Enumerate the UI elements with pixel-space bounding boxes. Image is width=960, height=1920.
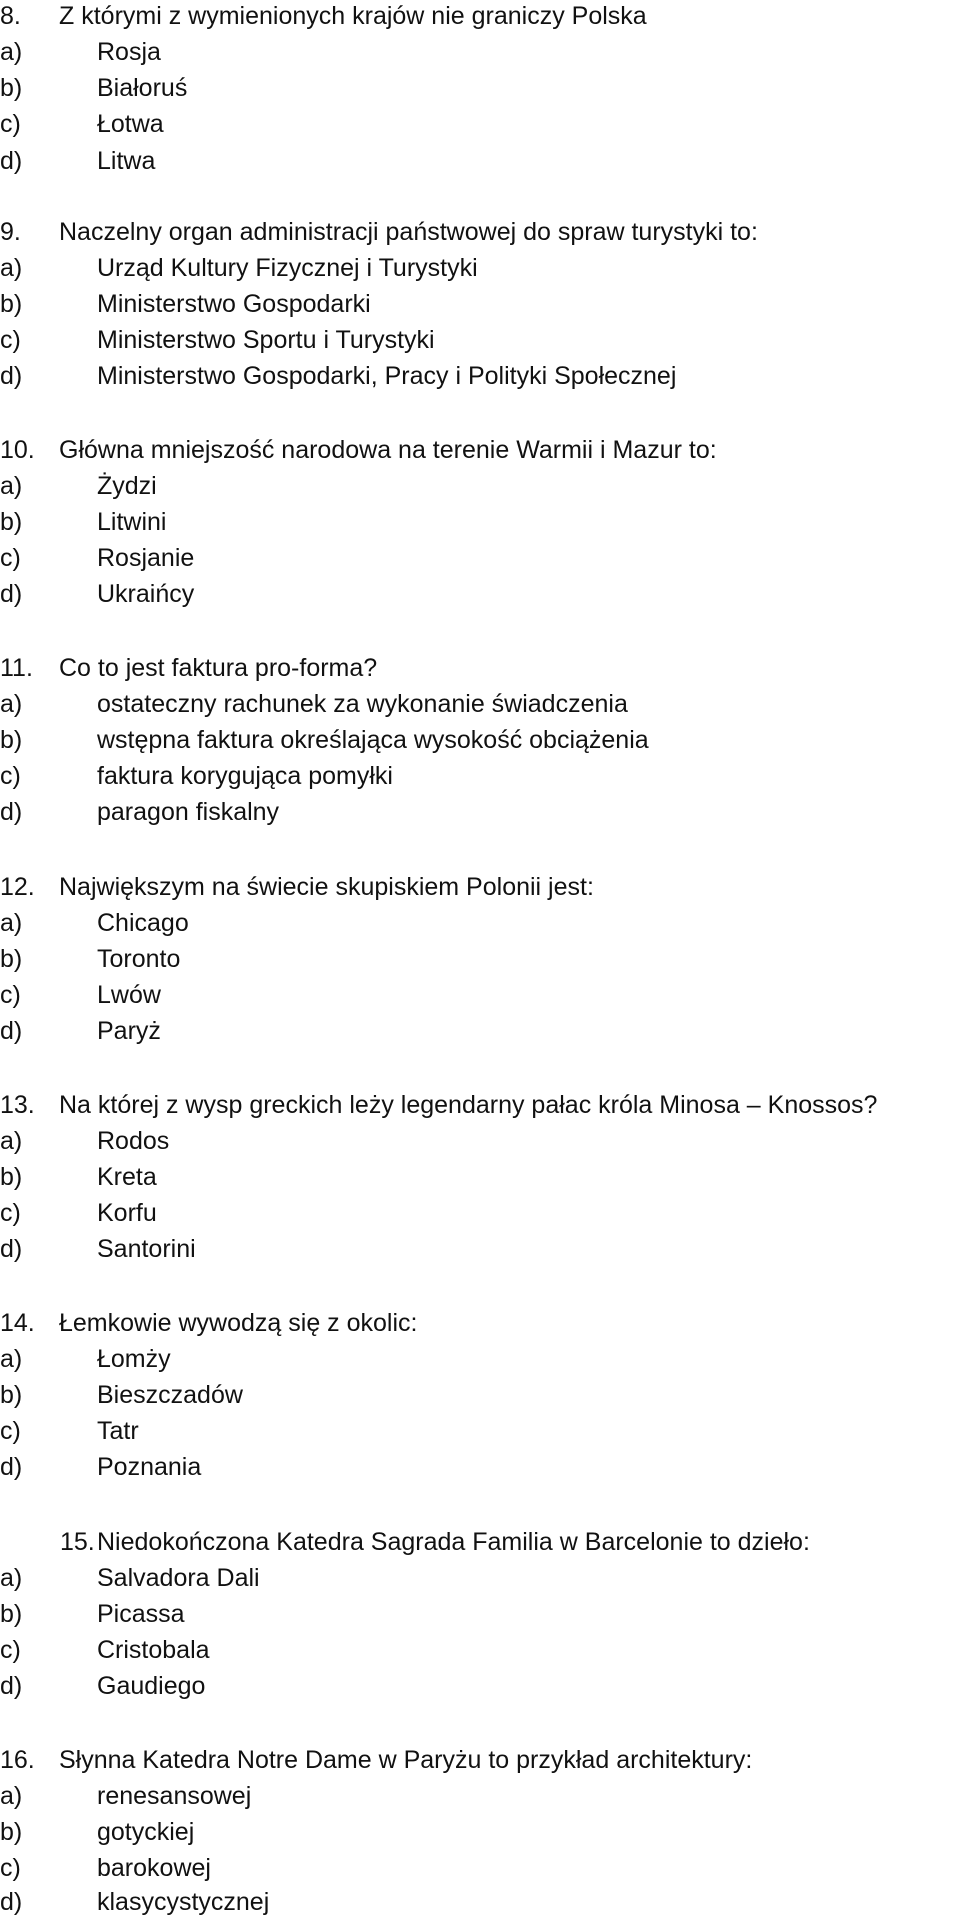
option-label: c): [0, 1199, 21, 1227]
option-text: Ministerstwo Sportu i Turystyki: [97, 326, 435, 354]
option-text: Rosjanie: [97, 544, 195, 572]
option-label: c): [0, 1636, 21, 1664]
option-text: Bieszczadów: [97, 1381, 243, 1409]
question-text: Naczelny organ administracji państwowej do spraw turystyki to:: [59, 218, 758, 246]
option-label: b): [0, 1600, 23, 1628]
option-text: Toronto: [97, 945, 181, 973]
option-label: c): [0, 544, 21, 572]
option-text: Picassa: [97, 1600, 185, 1628]
option-label: d): [0, 580, 23, 608]
option-label: a): [0, 1127, 23, 1155]
question-text: Niedokończona Katedra Sagrada Familia w Barcelonie to dzieło:: [97, 1528, 810, 1556]
option-text: Białoruś: [97, 74, 188, 102]
option-label: a): [0, 472, 23, 500]
option-text: Rosja: [97, 38, 161, 66]
question-number: 16.: [0, 1746, 35, 1774]
option-text: Santorini: [97, 1235, 196, 1263]
option-label: b): [0, 1381, 23, 1409]
option-text: Łotwa: [97, 110, 164, 138]
question-text: Łemkowie wywodzą się z okolic:: [59, 1309, 418, 1337]
question-number: 11.: [0, 654, 33, 682]
option-label: a): [0, 690, 23, 718]
option-text: gotyckiej: [97, 1818, 195, 1846]
option-text: Ukraińcy: [97, 580, 195, 608]
option-text: paragon fiskalny: [97, 798, 280, 826]
option-label: a): [0, 254, 23, 282]
option-label: d): [0, 362, 23, 390]
option-label: a): [0, 1782, 23, 1810]
option-label: d): [0, 1672, 23, 1700]
question-number: 12.: [0, 873, 35, 901]
option-text: Ministerstwo Gospodarki: [97, 290, 371, 318]
question-number: 15.: [60, 1528, 95, 1556]
question-number: 8.: [0, 2, 21, 30]
option-text: renesansowej: [97, 1782, 252, 1810]
option-label: c): [0, 1854, 21, 1882]
option-text: barokowej: [97, 1854, 211, 1882]
question-number: 10.: [0, 436, 35, 464]
option-text: klasycystycznej: [97, 1888, 270, 1916]
option-text: ostateczny rachunek za wykonanie świadczenia: [97, 690, 628, 718]
option-text: Paryż: [97, 1017, 161, 1045]
question-number: 9.: [0, 218, 21, 246]
option-text: Korfu: [97, 1199, 157, 1227]
option-label: a): [0, 38, 23, 66]
option-label: c): [0, 1417, 21, 1445]
option-label: d): [0, 1453, 23, 1481]
option-label: b): [0, 74, 23, 102]
question-text: Słynna Katedra Notre Dame w Paryżu to przykład architektury:: [59, 1746, 753, 1774]
option-label: a): [0, 909, 23, 937]
question-text: Z którymi z wymienionych krajów nie graniczy Polska: [59, 2, 647, 30]
question-text: Największym na świecie skupiskiem Polonii jest:: [59, 873, 594, 901]
option-label: c): [0, 326, 21, 354]
option-text: Gaudiego: [97, 1672, 206, 1700]
option-text: faktura korygująca pomyłki: [97, 762, 393, 790]
option-label: b): [0, 508, 23, 536]
option-label: d): [0, 798, 23, 826]
option-text: Tatr: [97, 1417, 139, 1445]
option-text: Chicago: [97, 909, 189, 937]
option-label: b): [0, 290, 23, 318]
option-text: Żydzi: [97, 472, 157, 500]
option-label: a): [0, 1345, 23, 1373]
question-text: Główna mniejszość narodowa na terenie Warmii i Mazur to:: [59, 436, 717, 464]
option-label: c): [0, 762, 21, 790]
option-label: d): [0, 147, 23, 175]
question-text: Co to jest faktura pro-forma?: [59, 654, 378, 682]
question-number: 13.: [0, 1091, 35, 1119]
option-text: Ministerstwo Gospodarki, Pracy i Polityki Społecznej: [97, 362, 677, 390]
option-label: b): [0, 1818, 23, 1846]
option-text: Cristobala: [97, 1636, 210, 1664]
option-label: a): [0, 1564, 23, 1592]
option-label: b): [0, 1163, 23, 1191]
option-text: Litwini: [97, 508, 167, 536]
option-label: d): [0, 1017, 23, 1045]
option-label: b): [0, 726, 23, 754]
option-text: Urząd Kultury Fizycznej i Turystyki: [97, 254, 478, 282]
option-label: b): [0, 945, 23, 973]
option-text: wstępna faktura określająca wysokość obciążenia: [97, 726, 649, 754]
option-text: Łomży: [97, 1345, 171, 1373]
option-label: d): [0, 1888, 23, 1916]
option-text: Salvadora Dali: [97, 1564, 260, 1592]
question-number: 14.: [0, 1309, 35, 1337]
option-label: c): [0, 981, 21, 1009]
option-label: d): [0, 1235, 23, 1263]
option-label: c): [0, 110, 21, 138]
option-text: Lwów: [97, 981, 161, 1009]
option-text: Litwa: [97, 147, 156, 175]
option-text: Rodos: [97, 1127, 170, 1155]
question-text: Na której z wysp greckich leży legendarny pałac króla Minosa – Knossos?: [59, 1091, 878, 1119]
option-text: Kreta: [97, 1163, 157, 1191]
option-text: Poznania: [97, 1453, 202, 1481]
